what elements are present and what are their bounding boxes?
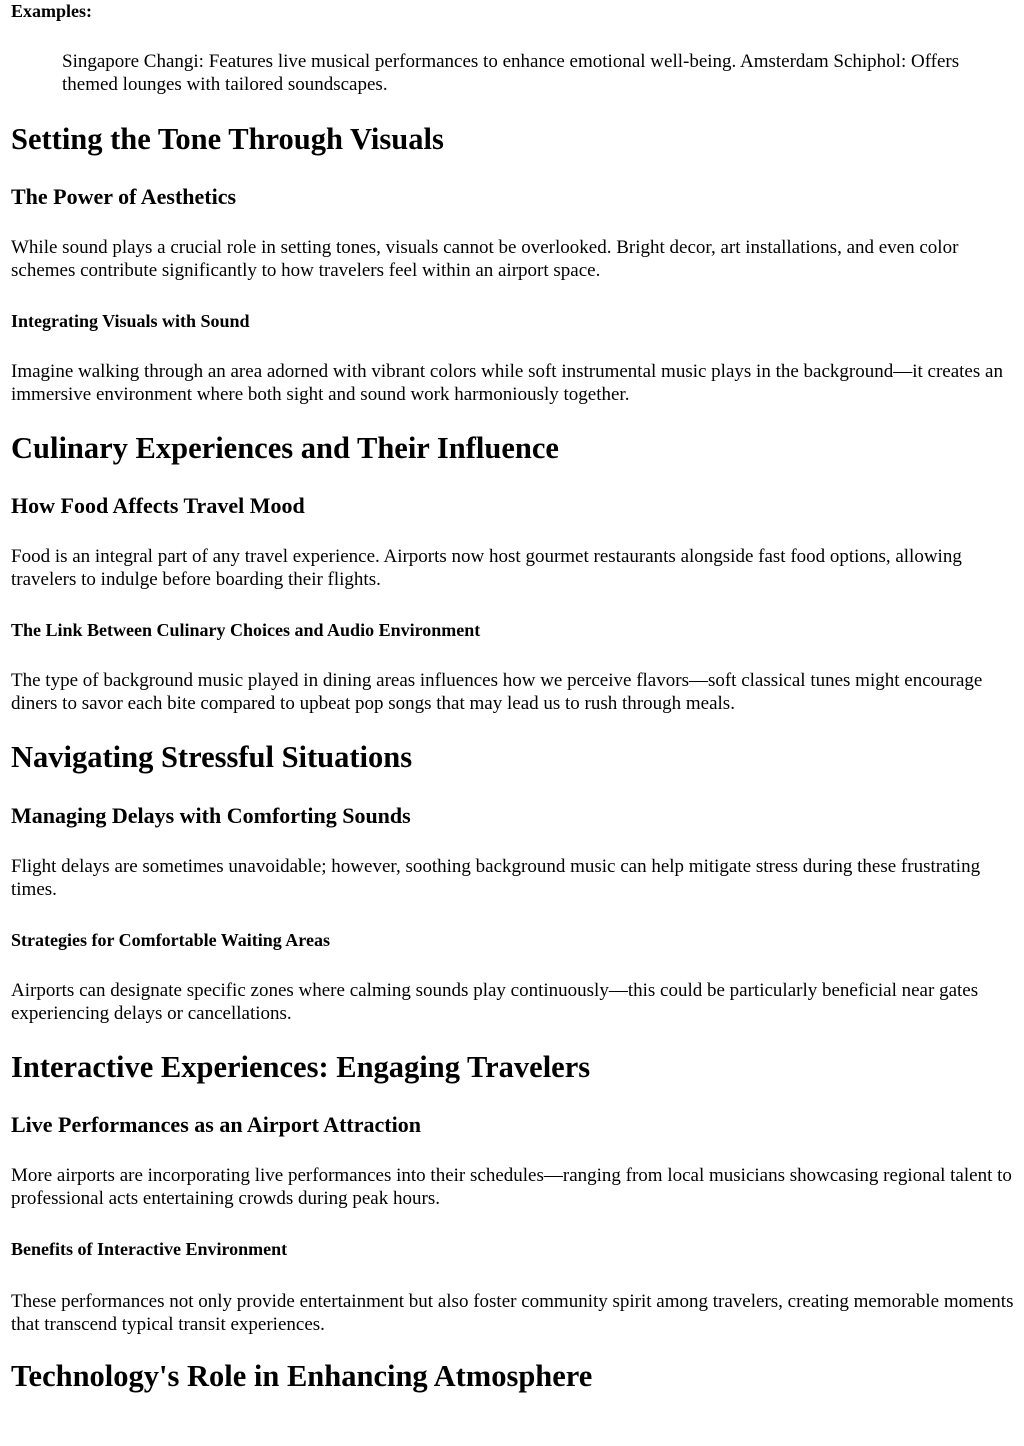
section-heading: Navigating Stressful Situations — [11, 740, 413, 774]
examples-blockquote: Singapore Changi: Features live musical performances to enhance emotional well-being. Amsterdam Schiphol: Offers themed lounges with tailored soundscapes. — [62, 51, 960, 95]
section-paragraph: More airports are incorporating live performances into their schedules—ranging from local musicians showcasing regional talent to professional acts entertaining crowds during peak hours. — [11, 1165, 1012, 1209]
section-subheading: The Power of Aesthetics — [11, 184, 237, 209]
section-heading: Technology's Role in Enhancing Atmosphere — [11, 1359, 593, 1393]
section-subheading: Live Performances as an Airport Attraction — [11, 1112, 421, 1137]
section-paragraph: Airports can designate specific zones where calming sounds play continuously—this could be particularly beneficial near gates experiencing delays or cancellations. — [11, 980, 979, 1024]
section-subheading: How Food Affects Travel Mood — [11, 493, 305, 518]
examples-label: Examples: — [11, 1, 92, 21]
section-paragraph: These performances not only provide entertainment but also foster community spirit among travelers, creating memorable moments that transcend typical transit experiences. — [11, 1291, 1014, 1335]
section-paragraph: Food is an integral part of any travel experience. Airports now host gourmet restaurants alongside fast food options, allowing travelers to indulge before boarding their flights. — [11, 546, 962, 590]
section-paragraph: The type of background music played in dining areas influences how we perceive flavors—soft classical tunes might encourage diners to savor each bite compared to upbeat pop songs that may lead us to rush through meals. — [11, 670, 983, 714]
section-paragraph: Flight delays are sometimes unavoidable; however, soothing background music can help mitigate stress during these frustrating times. — [11, 856, 981, 900]
section-minor-heading: The Link Between Culinary Choices and Audio Environment — [11, 620, 481, 640]
section-heading: Setting the Tone Through Visuals — [11, 122, 444, 156]
section-minor-heading: Integrating Visuals with Sound — [11, 311, 250, 331]
section-paragraph: While sound plays a crucial role in setting tones, visuals cannot be overlooked. Bright decor, art installations, and even color schemes contribute significantly to how travelers feel within an airport space. — [11, 237, 959, 281]
section-subheading: Managing Delays with Comforting Sounds — [11, 803, 411, 828]
section-minor-heading: Strategies for Comfortable Waiting Areas — [11, 930, 330, 950]
section-heading: Interactive Experiences: Engaging Travelers — [11, 1050, 591, 1084]
section-paragraph: Imagine walking through an area adorned with vibrant colors while soft instrumental music plays in the background—it creates an immersive environment where both sight and sound work harmoniously together. — [11, 361, 1003, 405]
section-minor-heading: Benefits of Interactive Environment — [11, 1239, 288, 1259]
section-heading: Culinary Experiences and Their Influence — [11, 431, 559, 465]
